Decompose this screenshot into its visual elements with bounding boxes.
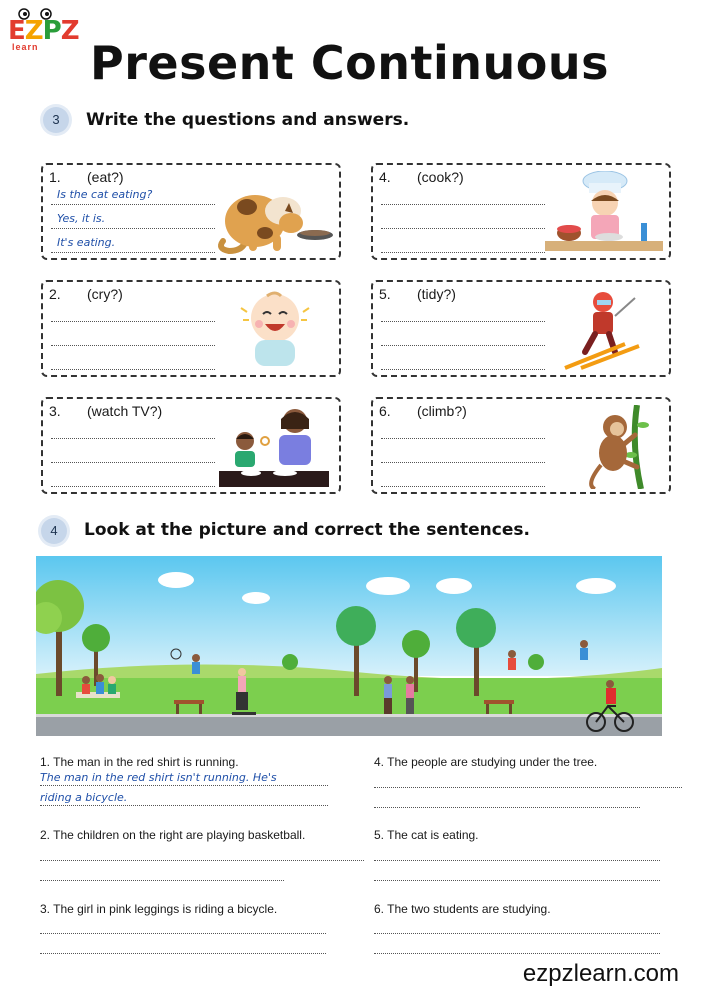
answer-line[interactable]: [51, 445, 215, 463]
section-3-title: Write the questions and answers.: [86, 110, 410, 130]
answer-line[interactable]: [381, 328, 545, 346]
baby-laughing-icon: [215, 288, 333, 372]
answer-line[interactable]: [51, 328, 215, 346]
mother-son-cooking-icon: [215, 405, 333, 489]
section-3-number: 3: [43, 107, 69, 133]
correction-line[interactable]: [374, 845, 660, 861]
question-box-1: [41, 163, 341, 260]
question-box-5: [371, 280, 671, 377]
answer-line[interactable]: [51, 352, 215, 370]
monkey-climbing-icon: [545, 405, 663, 489]
question-verb: (climb?): [417, 403, 467, 419]
question-number: 1.: [49, 169, 61, 185]
question-number: 3.: [49, 403, 61, 419]
correction-line[interactable]: The man in the red shirt isn't running. He's: [40, 770, 328, 786]
answer-line[interactable]: [381, 211, 545, 229]
correction-line[interactable]: [374, 938, 660, 954]
answer-line[interactable]: [381, 421, 545, 439]
cat-eating-icon: [215, 171, 333, 255]
correction-line[interactable]: [40, 918, 326, 934]
sentence-1: 1. The man in the red shirt is running.: [40, 755, 239, 769]
answer-line[interactable]: [51, 421, 215, 439]
logo-letters: EZPZ: [8, 16, 79, 46]
question-verb: (watch TV?): [87, 403, 163, 419]
question-box-2: [41, 280, 341, 377]
section-4-number: 4: [41, 518, 67, 544]
footer-url: ezpzlearn.com: [522, 960, 679, 987]
question-number: 5.: [379, 286, 391, 302]
answer-line[interactable]: [381, 469, 545, 487]
answer-line[interactable]: [381, 304, 545, 322]
correction-line[interactable]: riding a bicycle.: [40, 790, 328, 806]
answer-line[interactable]: It's eating.: [51, 235, 215, 253]
correction-line[interactable]: [374, 792, 640, 808]
correction-line[interactable]: [40, 845, 364, 861]
sentence-4: 4. The people are studying under the tree.: [374, 755, 598, 769]
question-box-3: [41, 397, 341, 494]
boy-skiing-icon: [545, 288, 663, 372]
answer-line[interactable]: Is the cat eating?: [51, 187, 215, 205]
answer-line[interactable]: Yes, it is.: [51, 211, 215, 229]
correction-line[interactable]: [40, 865, 284, 881]
question-box-4: [371, 163, 671, 260]
correction-line[interactable]: [374, 918, 660, 934]
answer-line[interactable]: [51, 304, 215, 322]
question-number: 2.: [49, 286, 61, 302]
correction-line[interactable]: [40, 938, 326, 954]
section-4-title: Look at the picture and correct the sentences.: [84, 520, 530, 540]
question-verb: (tidy?): [417, 286, 456, 302]
answer-line[interactable]: [381, 187, 545, 205]
answer-line[interactable]: [381, 352, 545, 370]
answer-line[interactable]: [51, 469, 215, 487]
sentence-2: 2. The children on the right are playing basketball.: [40, 828, 306, 842]
question-verb: (eat?): [87, 169, 124, 185]
answer-line[interactable]: [381, 445, 545, 463]
girl-cooking-icon: [545, 171, 663, 255]
park-scene-illustration: [36, 556, 662, 736]
question-box-6: [371, 397, 671, 494]
question-number: 6.: [379, 403, 391, 419]
page-title: Present Continuous: [90, 36, 610, 90]
correction-line[interactable]: [374, 865, 660, 881]
question-verb: (cry?): [87, 286, 123, 302]
logo-sub: learn: [12, 42, 39, 52]
answer-line[interactable]: [381, 235, 545, 253]
correction-line[interactable]: [374, 772, 682, 788]
sentence-6: 6. The two students are studying.: [374, 902, 551, 916]
question-number: 4.: [379, 169, 391, 185]
sentence-3: 3. The girl in pink leggings is riding a bicycle.: [40, 902, 278, 916]
ezpz-logo: [8, 8, 79, 54]
question-verb: (cook?): [417, 169, 464, 185]
sentence-5: 5. The cat is eating.: [374, 828, 479, 842]
